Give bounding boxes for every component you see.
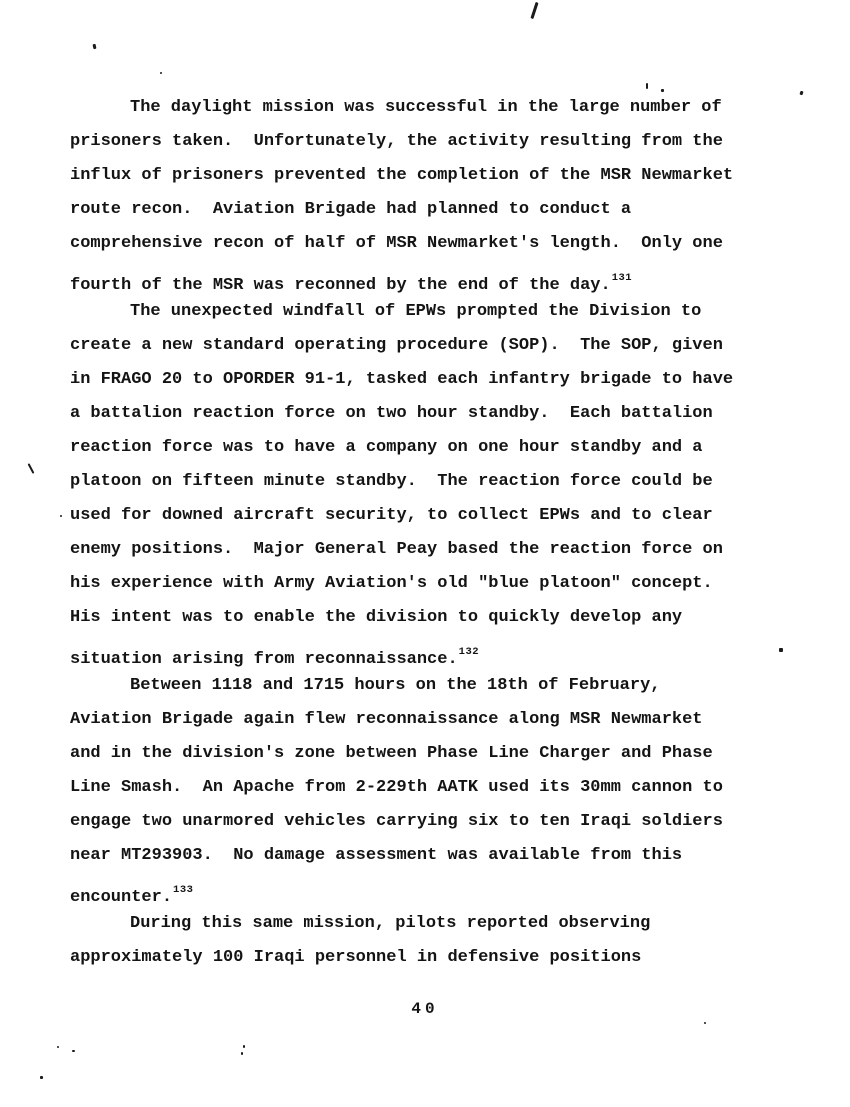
text-line (70, 261, 780, 295)
line-text: encounter. (70, 888, 173, 907)
paragraph (70, 669, 780, 907)
text-line: reaction force was to have a company on one hour standby and a (70, 438, 703, 457)
scan-artifact (704, 1022, 706, 1024)
text-line: prisoners taken. Unfortunately, the activity resulting from the (70, 132, 723, 151)
text-line: The unexpected windfall of EPWs prompted the Division to (130, 302, 702, 321)
scan-artifact (241, 1052, 243, 1055)
scan-artifact (243, 1045, 245, 1048)
page-number: 40 (411, 1000, 439, 1018)
footnote-ref-131: 131 (611, 272, 633, 284)
text-line (70, 873, 780, 907)
text-line: approximately 100 Iraqi personnel in defensive positions (70, 948, 642, 967)
footnote-ref-132: 132 (458, 646, 480, 658)
text-line: enemy positions. Major General Peay based the reaction force on (70, 540, 723, 559)
text-line: Between 1118 and 1715 hours on the 18th of February, (130, 676, 661, 695)
scan-artifact (93, 44, 97, 50)
line-text: fourth of the MSR was reconned by the end of the day. (70, 276, 611, 295)
text-line: create a new standard operating procedure (SOP). The SOP, given (70, 336, 723, 355)
scan-artifact (160, 72, 162, 74)
paragraph (70, 907, 780, 975)
paragraph (70, 91, 780, 295)
text-line: and in the division's zone between Phase Line Charger and Phase (70, 744, 713, 763)
text-line: Line Smash. An Apache from 2-229th AATK used its 30mm cannon to (70, 778, 723, 797)
footnote-ref-133: 133 (173, 884, 194, 896)
text-line: used for downed aircraft security, to collect EPWs and to clear (70, 506, 713, 525)
scan-artifact (779, 648, 783, 652)
text-line: Aviation Brigade again flew reconnaissance along MSR Newmarket (70, 710, 703, 729)
scan-artifact (646, 83, 648, 89)
text-line: route recon. Aviation Brigade had planned to conduct a (70, 200, 632, 219)
text-line: The daylight mission was successful in the large number of (130, 98, 722, 117)
text-line: in FRAGO 20 to OPORDER 91-1, tasked each infantry brigade to have (70, 370, 734, 389)
scan-artifact (799, 91, 803, 96)
text-line: a battalion reaction force on two hour standby. Each battalion (70, 404, 713, 423)
scan-artifact (28, 463, 35, 474)
paragraph (70, 295, 780, 669)
scan-artifact (661, 89, 664, 92)
scan-artifact (72, 1050, 75, 1052)
text-line: influx of prisoners prevented the completion of the MSR Newmarket (70, 166, 734, 185)
text-line: During this same mission, pilots reported observing (130, 914, 651, 933)
scan-artifact (60, 515, 62, 517)
scan-artifact (57, 1046, 59, 1048)
line-text: situation arising from reconnaissance. (70, 650, 458, 669)
text-line (70, 635, 780, 669)
scan-artifact (40, 1076, 43, 1079)
scan-artifact (530, 2, 538, 19)
text-line: His intent was to enable the division to quickly develop any (70, 608, 683, 627)
body-text (70, 91, 780, 975)
text-line: near MT293903. No damage assessment was available from this (70, 846, 683, 865)
text-line: platoon on fifteen minute standby. The reaction force could be (70, 472, 713, 491)
text-line: comprehensive recon of half of MSR Newmarket's length. Only one (70, 234, 723, 253)
text-line: engage two unarmored vehicles carrying six to ten Iraqi soldiers (70, 812, 723, 831)
text-line: his experience with Army Aviation's old "blue platoon" concept. (70, 574, 713, 593)
